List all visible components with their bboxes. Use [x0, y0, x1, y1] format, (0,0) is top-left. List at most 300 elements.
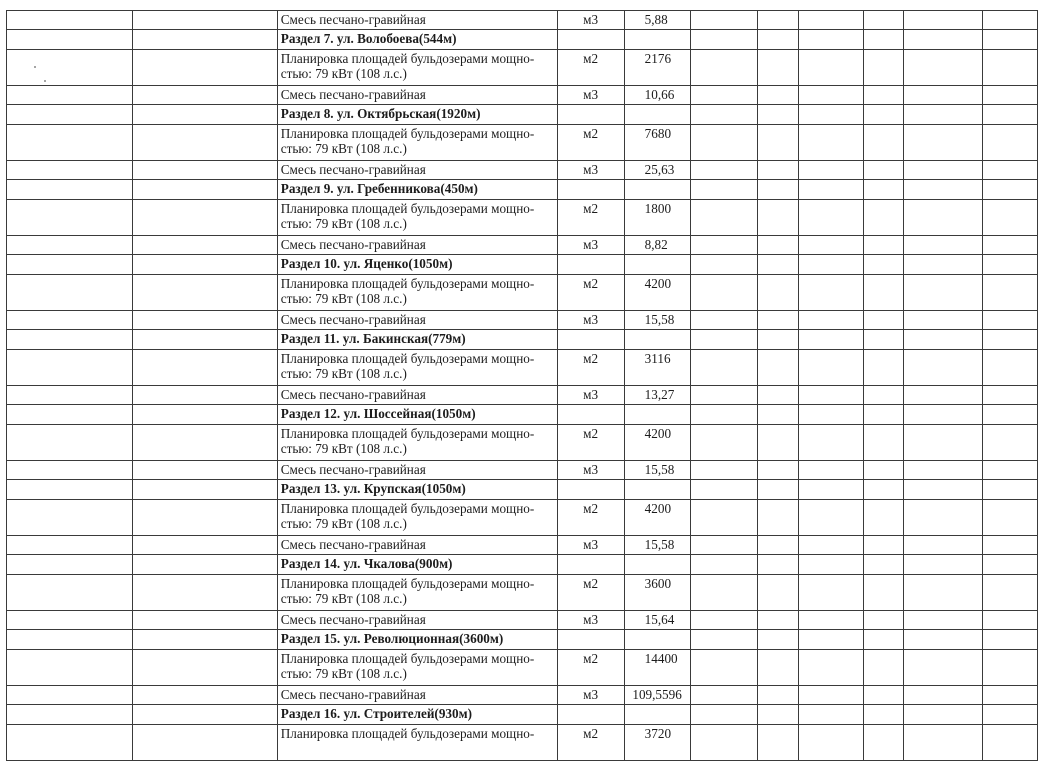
- empty-cell: [799, 311, 864, 330]
- unit-cell: м2: [557, 425, 624, 461]
- empty-cell: [132, 425, 277, 461]
- empty-cell: [757, 650, 799, 686]
- empty-cell: [690, 705, 757, 725]
- empty-cell: [904, 686, 983, 705]
- section-title: Раздел 10. ул. Яценко(1050м): [277, 255, 557, 275]
- empty-cell: [983, 461, 1038, 480]
- section-title: Раздел 15. ул. Революционная(3600м): [277, 630, 557, 650]
- item-name-cell: Смесь песчано-гравийная: [277, 611, 557, 630]
- quantity-cell: 3720: [624, 725, 690, 761]
- scan-speck: [34, 66, 36, 68]
- empty-cell: [983, 311, 1038, 330]
- empty-cell: [904, 536, 983, 555]
- empty-cell: [690, 330, 757, 350]
- empty-cell: [863, 105, 904, 125]
- empty-cell: [757, 180, 799, 200]
- empty-cell: [690, 480, 757, 500]
- empty-cell: [983, 11, 1038, 30]
- item-name-cell: Смесь песчано-гравийная: [277, 161, 557, 180]
- quantity-cell: 4200: [624, 500, 690, 536]
- empty-cell: [7, 611, 133, 630]
- empty-cell: [132, 200, 277, 236]
- unit-cell: м2: [557, 350, 624, 386]
- empty-cell: [757, 200, 799, 236]
- unit-cell: м3: [557, 386, 624, 405]
- section-header-row: [7, 255, 1038, 275]
- table-row: [7, 461, 1038, 480]
- table-row: [7, 275, 1038, 311]
- empty-cell: [7, 50, 133, 86]
- unit-cell: м3: [557, 161, 624, 180]
- empty-cell: [690, 386, 757, 405]
- empty-cell: [799, 86, 864, 105]
- table-row: [7, 536, 1038, 555]
- empty-cell: [904, 200, 983, 236]
- section-header-row: [7, 555, 1038, 575]
- empty-cell: [983, 611, 1038, 630]
- empty-cell: [7, 555, 133, 575]
- unit-cell: м3: [557, 536, 624, 555]
- empty-cell: [757, 161, 799, 180]
- empty-cell: [757, 236, 799, 255]
- empty-cell: [799, 500, 864, 536]
- unit-cell: м2: [557, 725, 624, 761]
- empty-cell: [690, 686, 757, 705]
- empty-cell: [690, 555, 757, 575]
- item-name-cell: Планировка площадей бульдозерами мощно-: [277, 725, 557, 761]
- empty-cell: [690, 105, 757, 125]
- empty-cell: [690, 461, 757, 480]
- table-row: [7, 611, 1038, 630]
- empty-cell: [690, 180, 757, 200]
- empty-cell: [557, 255, 624, 275]
- empty-cell: [690, 200, 757, 236]
- quantity-cell: 3116: [624, 350, 690, 386]
- empty-cell: [983, 536, 1038, 555]
- empty-cell: [983, 180, 1038, 200]
- empty-cell: [757, 425, 799, 461]
- empty-cell: [863, 630, 904, 650]
- quantity-cell: 109,5596: [624, 686, 690, 705]
- empty-cell: [799, 275, 864, 311]
- empty-cell: [7, 180, 133, 200]
- empty-cell: [132, 575, 277, 611]
- empty-cell: [132, 236, 277, 255]
- empty-cell: [863, 161, 904, 180]
- item-name-cell: Смесь песчано-гравийная: [277, 386, 557, 405]
- empty-cell: [863, 650, 904, 686]
- empty-cell: [904, 255, 983, 275]
- empty-cell: [7, 105, 133, 125]
- empty-cell: [757, 500, 799, 536]
- empty-cell: [904, 86, 983, 105]
- item-name-cell: Планировка площадей бульдозерами мощно-стью: 79 кВт (108 л.с.): [277, 650, 557, 686]
- empty-cell: [904, 330, 983, 350]
- empty-cell: [132, 461, 277, 480]
- empty-cell: [690, 536, 757, 555]
- empty-cell: [904, 480, 983, 500]
- empty-cell: [690, 575, 757, 611]
- empty-cell: [799, 105, 864, 125]
- empty-cell: [904, 461, 983, 480]
- empty-cell: [690, 161, 757, 180]
- empty-cell: [624, 330, 690, 350]
- empty-cell: [7, 425, 133, 461]
- empty-cell: [690, 725, 757, 761]
- unit-cell: м3: [557, 236, 624, 255]
- empty-cell: [132, 275, 277, 311]
- section-header-row: [7, 630, 1038, 650]
- empty-cell: [983, 405, 1038, 425]
- empty-cell: [757, 11, 799, 30]
- empty-cell: [983, 125, 1038, 161]
- empty-cell: [983, 236, 1038, 255]
- empty-cell: [799, 686, 864, 705]
- empty-cell: [863, 275, 904, 311]
- unit-cell: м2: [557, 275, 624, 311]
- empty-cell: [983, 86, 1038, 105]
- empty-cell: [757, 275, 799, 311]
- section-header-row: [7, 705, 1038, 725]
- empty-cell: [983, 105, 1038, 125]
- empty-cell: [904, 30, 983, 50]
- unit-cell: м3: [557, 611, 624, 630]
- table-row: [7, 50, 1038, 86]
- empty-cell: [557, 180, 624, 200]
- quantity-cell: 15,58: [624, 536, 690, 555]
- empty-cell: [757, 105, 799, 125]
- empty-cell: [757, 386, 799, 405]
- empty-cell: [904, 275, 983, 311]
- table-row: [7, 650, 1038, 686]
- quantity-cell: 4200: [624, 275, 690, 311]
- empty-cell: [132, 255, 277, 275]
- empty-cell: [904, 311, 983, 330]
- quantity-cell: 5,88: [624, 11, 690, 30]
- empty-cell: [757, 30, 799, 50]
- empty-cell: [132, 630, 277, 650]
- table-row: [7, 161, 1038, 180]
- item-name-cell: Планировка площадей бульдозерами мощно-стью: 79 кВт (108 л.с.): [277, 575, 557, 611]
- empty-cell: [757, 611, 799, 630]
- empty-cell: [132, 30, 277, 50]
- empty-cell: [983, 30, 1038, 50]
- empty-cell: [863, 30, 904, 50]
- empty-cell: [863, 125, 904, 161]
- empty-cell: [557, 480, 624, 500]
- empty-cell: [904, 125, 983, 161]
- empty-cell: [983, 500, 1038, 536]
- empty-cell: [863, 686, 904, 705]
- quantity-cell: 15,58: [624, 311, 690, 330]
- empty-cell: [7, 536, 133, 555]
- section-title: Раздел 13. ул. Крупская(1050м): [277, 480, 557, 500]
- item-name-cell: Планировка площадей бульдозерами мощно-стью: 79 кВт (108 л.с.): [277, 350, 557, 386]
- quantity-cell: 8,82: [624, 236, 690, 255]
- empty-cell: [624, 405, 690, 425]
- empty-cell: [863, 705, 904, 725]
- empty-cell: [690, 630, 757, 650]
- empty-cell: [7, 161, 133, 180]
- empty-cell: [557, 105, 624, 125]
- empty-cell: [690, 275, 757, 311]
- empty-cell: [799, 200, 864, 236]
- item-name-cell: Смесь песчано-гравийная: [277, 686, 557, 705]
- empty-cell: [983, 275, 1038, 311]
- empty-cell: [904, 555, 983, 575]
- empty-cell: [799, 180, 864, 200]
- empty-cell: [904, 650, 983, 686]
- empty-cell: [690, 311, 757, 330]
- empty-cell: [132, 555, 277, 575]
- empty-cell: [557, 330, 624, 350]
- empty-cell: [863, 500, 904, 536]
- empty-cell: [799, 425, 864, 461]
- empty-cell: [690, 125, 757, 161]
- empty-cell: [799, 630, 864, 650]
- quantity-cell: 13,27: [624, 386, 690, 405]
- empty-cell: [757, 405, 799, 425]
- item-name-cell: Планировка площадей бульдозерами мощно-стью: 79 кВт (108 л.с.): [277, 275, 557, 311]
- empty-cell: [757, 125, 799, 161]
- table-row: [7, 725, 1038, 761]
- empty-cell: [757, 575, 799, 611]
- empty-cell: [799, 575, 864, 611]
- empty-cell: [799, 650, 864, 686]
- table-row: [7, 311, 1038, 330]
- empty-cell: [132, 725, 277, 761]
- empty-cell: [7, 405, 133, 425]
- empty-cell: [799, 236, 864, 255]
- table-row: [7, 386, 1038, 405]
- empty-cell: [7, 11, 133, 30]
- empty-cell: [557, 405, 624, 425]
- empty-cell: [690, 611, 757, 630]
- empty-cell: [799, 125, 864, 161]
- table-row: [7, 236, 1038, 255]
- empty-cell: [904, 350, 983, 386]
- empty-cell: [132, 330, 277, 350]
- empty-cell: [799, 705, 864, 725]
- table-row: [7, 350, 1038, 386]
- unit-cell: м2: [557, 650, 624, 686]
- section-header-row: [7, 480, 1038, 500]
- empty-cell: [983, 161, 1038, 180]
- unit-cell: м3: [557, 311, 624, 330]
- unit-cell: м2: [557, 575, 624, 611]
- empty-cell: [904, 500, 983, 536]
- empty-cell: [7, 200, 133, 236]
- empty-cell: [557, 705, 624, 725]
- empty-cell: [557, 555, 624, 575]
- unit-cell: м3: [557, 686, 624, 705]
- item-name-cell: Планировка площадей бульдозерами мощно-стью: 79 кВт (108 л.с.): [277, 425, 557, 461]
- section-header-row: [7, 405, 1038, 425]
- empty-cell: [624, 630, 690, 650]
- unit-cell: м2: [557, 50, 624, 86]
- section-title: Раздел 16. ул. Строителей(930м): [277, 705, 557, 725]
- empty-cell: [863, 461, 904, 480]
- empty-cell: [7, 650, 133, 686]
- table-row: [7, 125, 1038, 161]
- empty-cell: [863, 425, 904, 461]
- quantity-cell: 7680: [624, 125, 690, 161]
- empty-cell: [904, 236, 983, 255]
- unit-cell: м3: [557, 461, 624, 480]
- empty-cell: [904, 705, 983, 725]
- empty-cell: [132, 611, 277, 630]
- empty-cell: [757, 461, 799, 480]
- empty-cell: [132, 180, 277, 200]
- section-header-row: [7, 105, 1038, 125]
- unit-cell: м3: [557, 86, 624, 105]
- empty-cell: [7, 686, 133, 705]
- empty-cell: [132, 161, 277, 180]
- empty-cell: [7, 236, 133, 255]
- empty-cell: [624, 30, 690, 50]
- empty-cell: [799, 11, 864, 30]
- empty-cell: [983, 386, 1038, 405]
- empty-cell: [863, 536, 904, 555]
- empty-cell: [904, 180, 983, 200]
- empty-cell: [799, 536, 864, 555]
- estimate-rows: [7, 11, 1038, 761]
- empty-cell: [983, 425, 1038, 461]
- empty-cell: [132, 311, 277, 330]
- empty-cell: [132, 50, 277, 86]
- empty-cell: [904, 50, 983, 86]
- empty-cell: [799, 255, 864, 275]
- empty-cell: [132, 650, 277, 686]
- empty-cell: [690, 50, 757, 86]
- empty-cell: [7, 30, 133, 50]
- table-row: [7, 11, 1038, 30]
- unit-cell: м2: [557, 125, 624, 161]
- item-name-cell: Планировка площадей бульдозерами мощно-стью: 79 кВт (108 л.с.): [277, 200, 557, 236]
- quantity-cell: 4200: [624, 425, 690, 461]
- empty-cell: [863, 405, 904, 425]
- section-title: Раздел 8. ул. Октябрьская(1920м): [277, 105, 557, 125]
- table-row: [7, 500, 1038, 536]
- empty-cell: [757, 725, 799, 761]
- empty-cell: [904, 386, 983, 405]
- empty-cell: [799, 50, 864, 86]
- empty-cell: [983, 555, 1038, 575]
- empty-cell: [7, 725, 133, 761]
- empty-cell: [757, 705, 799, 725]
- empty-cell: [132, 480, 277, 500]
- item-name-cell: Смесь песчано-гравийная: [277, 236, 557, 255]
- empty-cell: [757, 536, 799, 555]
- empty-cell: [757, 630, 799, 650]
- empty-cell: [7, 350, 133, 386]
- empty-cell: [983, 725, 1038, 761]
- empty-cell: [624, 480, 690, 500]
- section-title: Раздел 14. ул. Чкалова(900м): [277, 555, 557, 575]
- empty-cell: [132, 686, 277, 705]
- empty-cell: [757, 50, 799, 86]
- empty-cell: [799, 480, 864, 500]
- empty-cell: [132, 125, 277, 161]
- quantity-cell: 3600: [624, 575, 690, 611]
- empty-cell: [904, 11, 983, 30]
- empty-cell: [863, 255, 904, 275]
- empty-cell: [904, 725, 983, 761]
- quantity-cell: 15,64: [624, 611, 690, 630]
- empty-cell: [799, 30, 864, 50]
- empty-cell: [799, 386, 864, 405]
- table-row: [7, 686, 1038, 705]
- empty-cell: [983, 630, 1038, 650]
- empty-cell: [904, 611, 983, 630]
- table-row: [7, 86, 1038, 105]
- empty-cell: [757, 330, 799, 350]
- empty-cell: [983, 350, 1038, 386]
- item-name-cell: Смесь песчано-гравийная: [277, 311, 557, 330]
- table-row: [7, 425, 1038, 461]
- empty-cell: [7, 480, 133, 500]
- empty-cell: [132, 86, 277, 105]
- empty-cell: [863, 480, 904, 500]
- empty-cell: [863, 86, 904, 105]
- empty-cell: [863, 725, 904, 761]
- empty-cell: [863, 200, 904, 236]
- empty-cell: [983, 330, 1038, 350]
- empty-cell: [904, 425, 983, 461]
- empty-cell: [863, 330, 904, 350]
- empty-cell: [799, 725, 864, 761]
- quantity-cell: 10,66: [624, 86, 690, 105]
- item-name-cell: Смесь песчано-гравийная: [277, 11, 557, 30]
- quantity-cell: 15,58: [624, 461, 690, 480]
- empty-cell: [7, 275, 133, 311]
- empty-cell: [904, 575, 983, 611]
- section-title: Раздел 9. ул. Гребенникова(450м): [277, 180, 557, 200]
- empty-cell: [799, 405, 864, 425]
- empty-cell: [983, 575, 1038, 611]
- unit-cell: м3: [557, 11, 624, 30]
- empty-cell: [690, 425, 757, 461]
- scan-speck: [44, 80, 46, 82]
- empty-cell: [799, 461, 864, 480]
- empty-cell: [132, 536, 277, 555]
- empty-cell: [624, 255, 690, 275]
- empty-cell: [690, 236, 757, 255]
- empty-cell: [132, 105, 277, 125]
- empty-cell: [132, 405, 277, 425]
- empty-cell: [799, 161, 864, 180]
- empty-cell: [690, 86, 757, 105]
- empty-cell: [7, 86, 133, 105]
- quantity-cell: 14400: [624, 650, 690, 686]
- empty-cell: [7, 461, 133, 480]
- empty-cell: [863, 180, 904, 200]
- empty-cell: [557, 30, 624, 50]
- section-title: Раздел 7. ул. Волобоева(544м): [277, 30, 557, 50]
- empty-cell: [799, 555, 864, 575]
- empty-cell: [863, 50, 904, 86]
- empty-cell: [132, 386, 277, 405]
- unit-cell: м2: [557, 500, 624, 536]
- section-header-row: [7, 30, 1038, 50]
- empty-cell: [983, 686, 1038, 705]
- empty-cell: [983, 255, 1038, 275]
- empty-cell: [7, 386, 133, 405]
- empty-cell: [863, 611, 904, 630]
- empty-cell: [624, 705, 690, 725]
- quantity-cell: 2176: [624, 50, 690, 86]
- empty-cell: [690, 650, 757, 686]
